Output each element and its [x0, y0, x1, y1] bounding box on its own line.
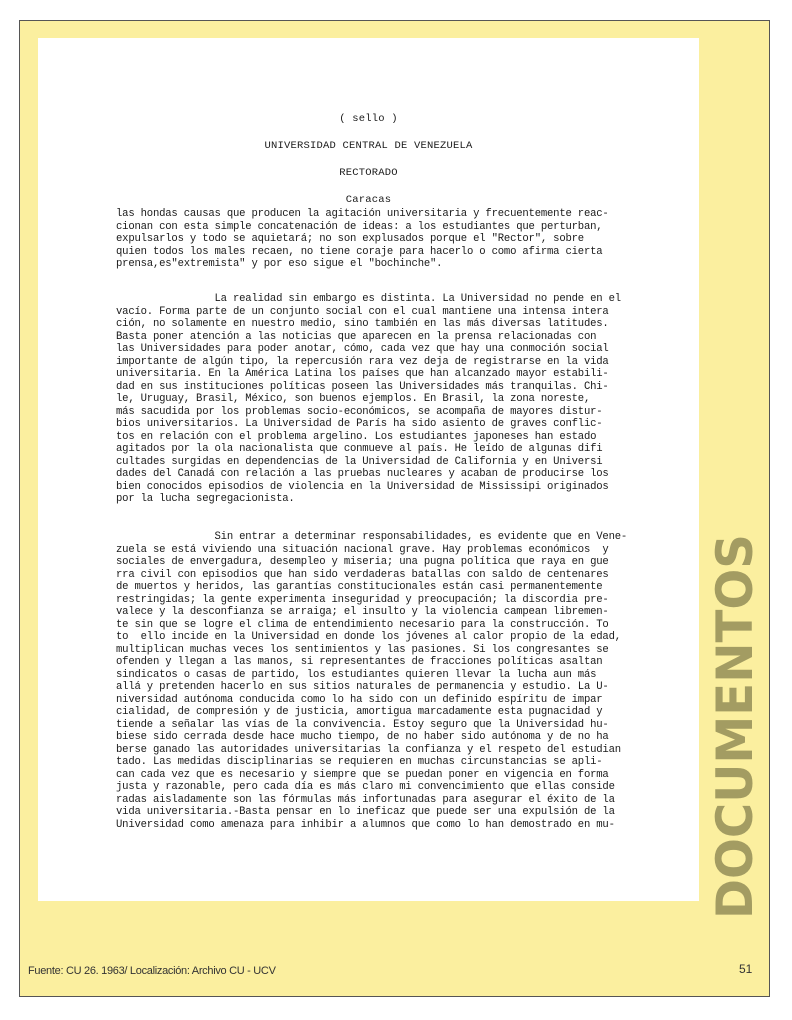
paragraph-3: Sin entrar a determinar responsabilidades, es evidente que en Vene- zuela se está viviendo una situación nacional grave. Hay problemas económicos y sociales de envergadura, desempleo y miseria; una pugna política que raya en gue rra civil con episodios que han sido verdaderas batallas con saldo de centenares de muertos y heridos, las garantías constitucionales están casi permanentemente restringidas; la gente experimenta inseguridad y preocupación; la discordia pre- valece y la desconfianza se arraiga; el insulto y la violencia campean libremen- te sin que se logre el clima de entendimiento necesario para la construcción. To to ello incide en la Universidad en donde los jóvenes al calor propio de la edad, multiplican muchas veces los sentimientos y las pasiones. Si los congresantes se ofenden y llegan a las manos, si representantes de fracciones políticas asaltan sindicatos o casas de partido, los estudiantes quieren llevar la lucha aun más allá y pretenden hacerlo en sus sitios naturales de permanencia y estudio. La U- niversidad autónoma conducida como lo ha sido con un definido espíritu de impar cialidad, de compresión y de justicia, amortigua marcadamente esta pugnacidad y tiende a señalar las vías de la convivencia. Estoy seguro que la Universidad hu- biese sido cerrada desde hace mucho tiempo, de no haber sido autónoma y de no ha berse ganado las autoridades universitarias la confianza y el respeto del estudian tado. Las medidas disciplinarias se requieren en muchas circunstancias se apli- can cada vez que es necesario y siempre que se puedan poner en vigencia en forma justa y razonable, pero cada día es más claro mi convencimiento que ellas conside radas aisladamente son las fórmulas más infortunadas para asegurar el éxito de la vida universitaria.-Basta pensar en lo ineficaz que puede ser una expulsión de la Universidad como amenaza para inhibir a alumnos que como lo han demostrado en mu-	[116, 531, 628, 831]
institution-heading: UNIVERSIDAD CENTRAL DE VENEZUELA	[264, 140, 473, 152]
page-number: 51	[739, 962, 753, 976]
office-heading: RECTORADO	[339, 167, 398, 179]
city-heading: Caracas	[345, 194, 392, 206]
seal-line: ( sello )	[339, 113, 398, 125]
document-scan	[38, 38, 699, 901]
paragraph-2: La realidad sin embargo es distinta. La Universidad no pende en el vacío. Forma parte de un conjunto social con el cual mantiene una intensa intera ción, no solamente en nuestro medio, sino también en las más diversas latitudes. Basta poner atención a las noticias que aparecen en la prensa relacionadas con las Universidades para poder anotar, cómo, cada vez que hay una conmoción social importante de algún tipo, la repercusión rara vez deja de registrarse en la vida universitaria. En la América Latina los países que han alcanzado mayor estabili- dad en sus instituciones políticas poseen las Universidades más tranquilas. Chi- le, Uruguay, Brasil, México, son buenos ejemplos. En Brasil, la zona noreste, más sacudida por los problemas socio-económicos, se acompaña de mayores distur- bios universitarios. La Universidad de París ha sido asiento de graves conflic- tos en relación con el problema argelino. Los estudiantes japoneses han estado agitados por la ola nacionalista que conmueve al país. He leído de algunas difi cultades surgidas en dependencias de la Universidad de California y en Universi dades del Canadá con relación a las pruebas nucleares y acaban de producirse los bien conocidos episodios de violencia en la Universidad de Mississipi originados por la lucha segregacionista.	[116, 293, 621, 505]
side-label-svg	[706, 371, 764, 921]
footer-source: Fuente: CU 26. 1963/ Localización: Archivo CU - UCV	[28, 965, 276, 977]
section-side-label	[706, 371, 764, 921]
paragraph-1: las hondas causas que producen la agitación universitaria y frecuentemente reac- cionan con esta simple concatenación de ideas: a los estudiantes que perturban, expulsarlos y todo se aquietará; no son explusados porque el "Rector", sobre quien todos los males recaen, no tiene coraje para hacerlo o como afirma cierta prensa,es"extremista" y por eso sigue el "bochinche".	[116, 208, 609, 270]
page-frame	[19, 20, 770, 997]
side-label-text: DOCUMENTOS	[706, 519, 764, 919]
